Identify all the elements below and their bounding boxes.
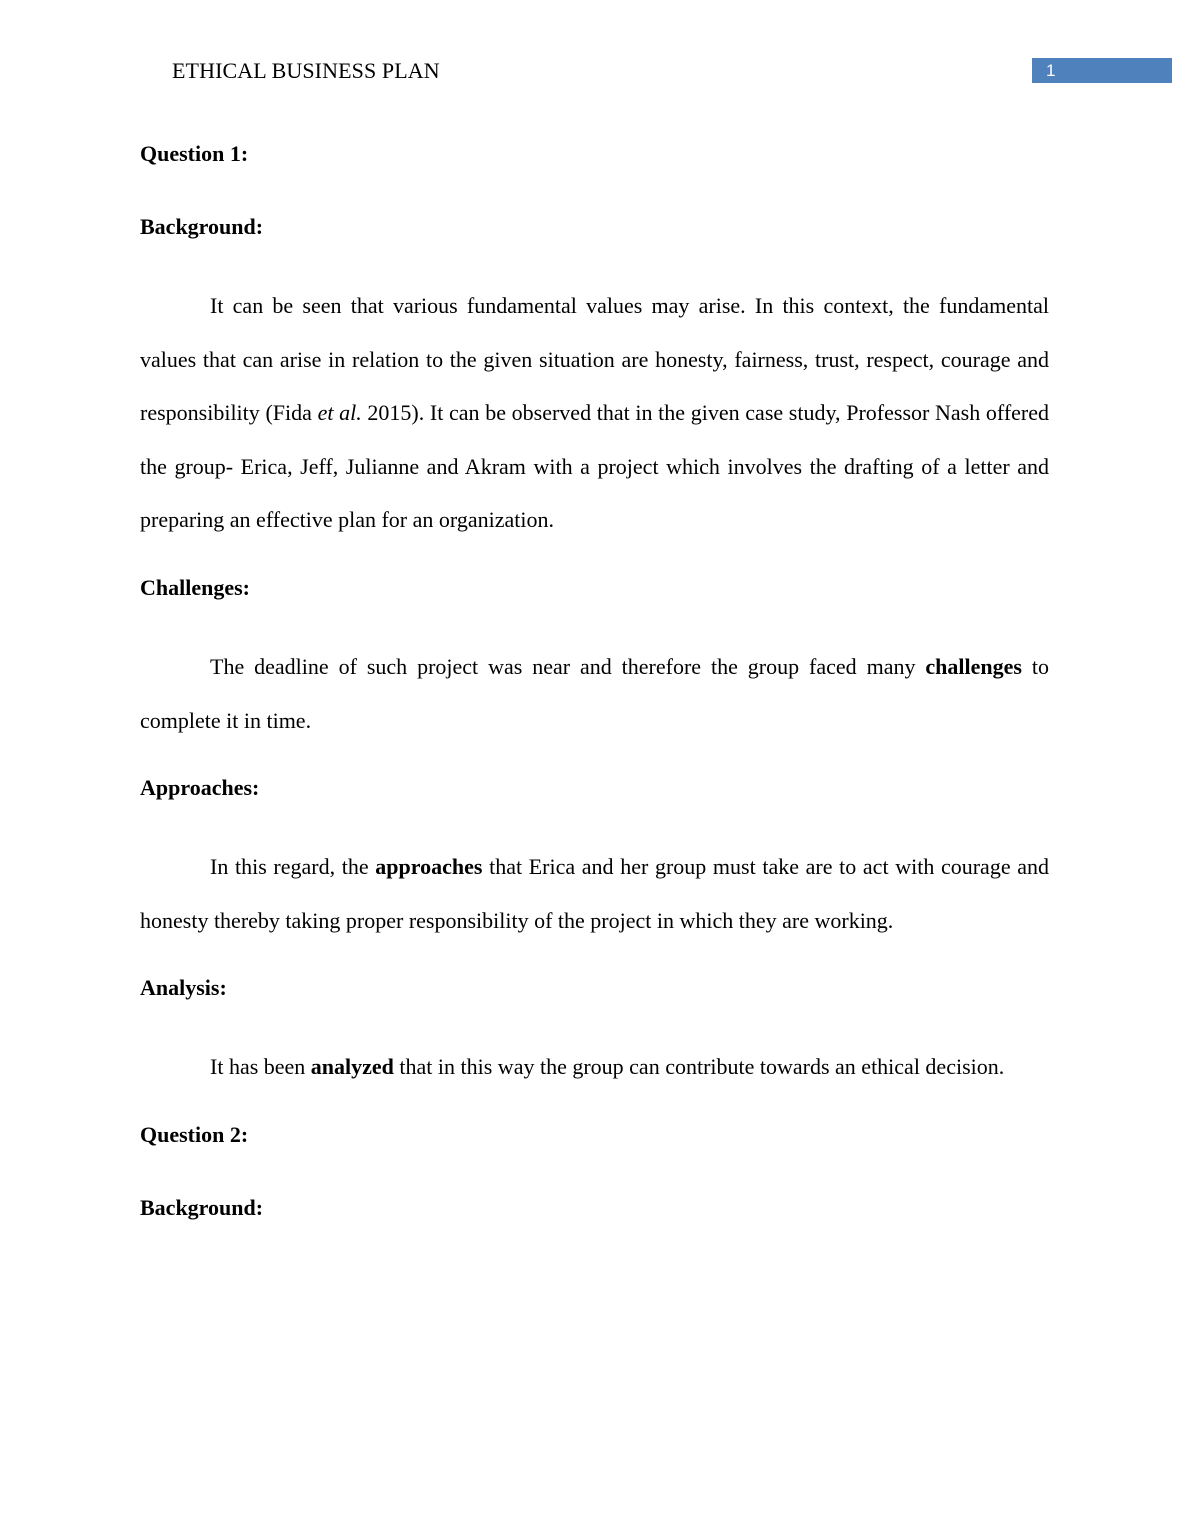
challenges-paragraph-block bbox=[140, 639, 1049, 747]
background-heading: Background: bbox=[140, 214, 264, 239]
analysis-paragraph bbox=[140, 1040, 1049, 1094]
approaches-heading: Approaches: bbox=[140, 775, 260, 801]
challenges-paragraph bbox=[140, 640, 1049, 747]
document-body bbox=[140, 132, 1049, 1259]
question-2-background-heading: Background: bbox=[140, 1194, 264, 1220]
background-text-end: 2015). It can be observed that in the given case study, Professor Nash offered the group- Erica, Jeff, Julianne and Akram with a project which involves the drafting of a letter and preparing an effective plan for an organization. bbox=[140, 400, 1049, 533]
analysis-paragraph-block bbox=[140, 1039, 1049, 1094]
citation-et-al: et al. bbox=[317, 400, 362, 426]
background-paragraph-block bbox=[140, 278, 1049, 547]
question-1-heading: Question 1: bbox=[140, 141, 249, 166]
question-2-heading: Question 2: bbox=[140, 1121, 249, 1147]
background-paragraph bbox=[140, 279, 1049, 547]
approaches-text-start: In this regard, the bbox=[210, 854, 376, 880]
approaches-paragraph-block bbox=[140, 839, 1049, 947]
analysis-text-start: It has been bbox=[210, 1054, 311, 1080]
running-header-title: ETHICAL BUSINESS PLAN bbox=[172, 58, 440, 83]
background-text-start: It can be seen that various fundamental values may arise. In this context, the fundamental values that can arise in relation to the given situation are honesty, fairness, trust, respect, courage and responsibility (Fida bbox=[140, 293, 1049, 426]
approaches-text-end: that Erica and her group must take are to act with courage and honesty thereby taking proper responsibility of the project in which they are working. bbox=[140, 854, 1050, 933]
page-number-badge: 1 bbox=[1032, 58, 1172, 83]
analysis-heading: Analysis: bbox=[140, 975, 227, 1001]
analysis-text-end: that in this way the group can contribute towards an ethical decision. bbox=[393, 1054, 1005, 1080]
approaches-paragraph bbox=[140, 840, 1049, 947]
challenges-bold-term: challenges bbox=[925, 653, 1022, 679]
challenges-heading: Challenges: bbox=[140, 574, 250, 600]
analysis-bold-term: analyzed bbox=[310, 1054, 394, 1080]
challenges-text-start: The deadline of such project was near and therefore the group faced many bbox=[210, 653, 926, 679]
challenges-text-end: to complete it in time. bbox=[140, 653, 1049, 733]
approaches-bold-term: approaches bbox=[375, 854, 483, 880]
